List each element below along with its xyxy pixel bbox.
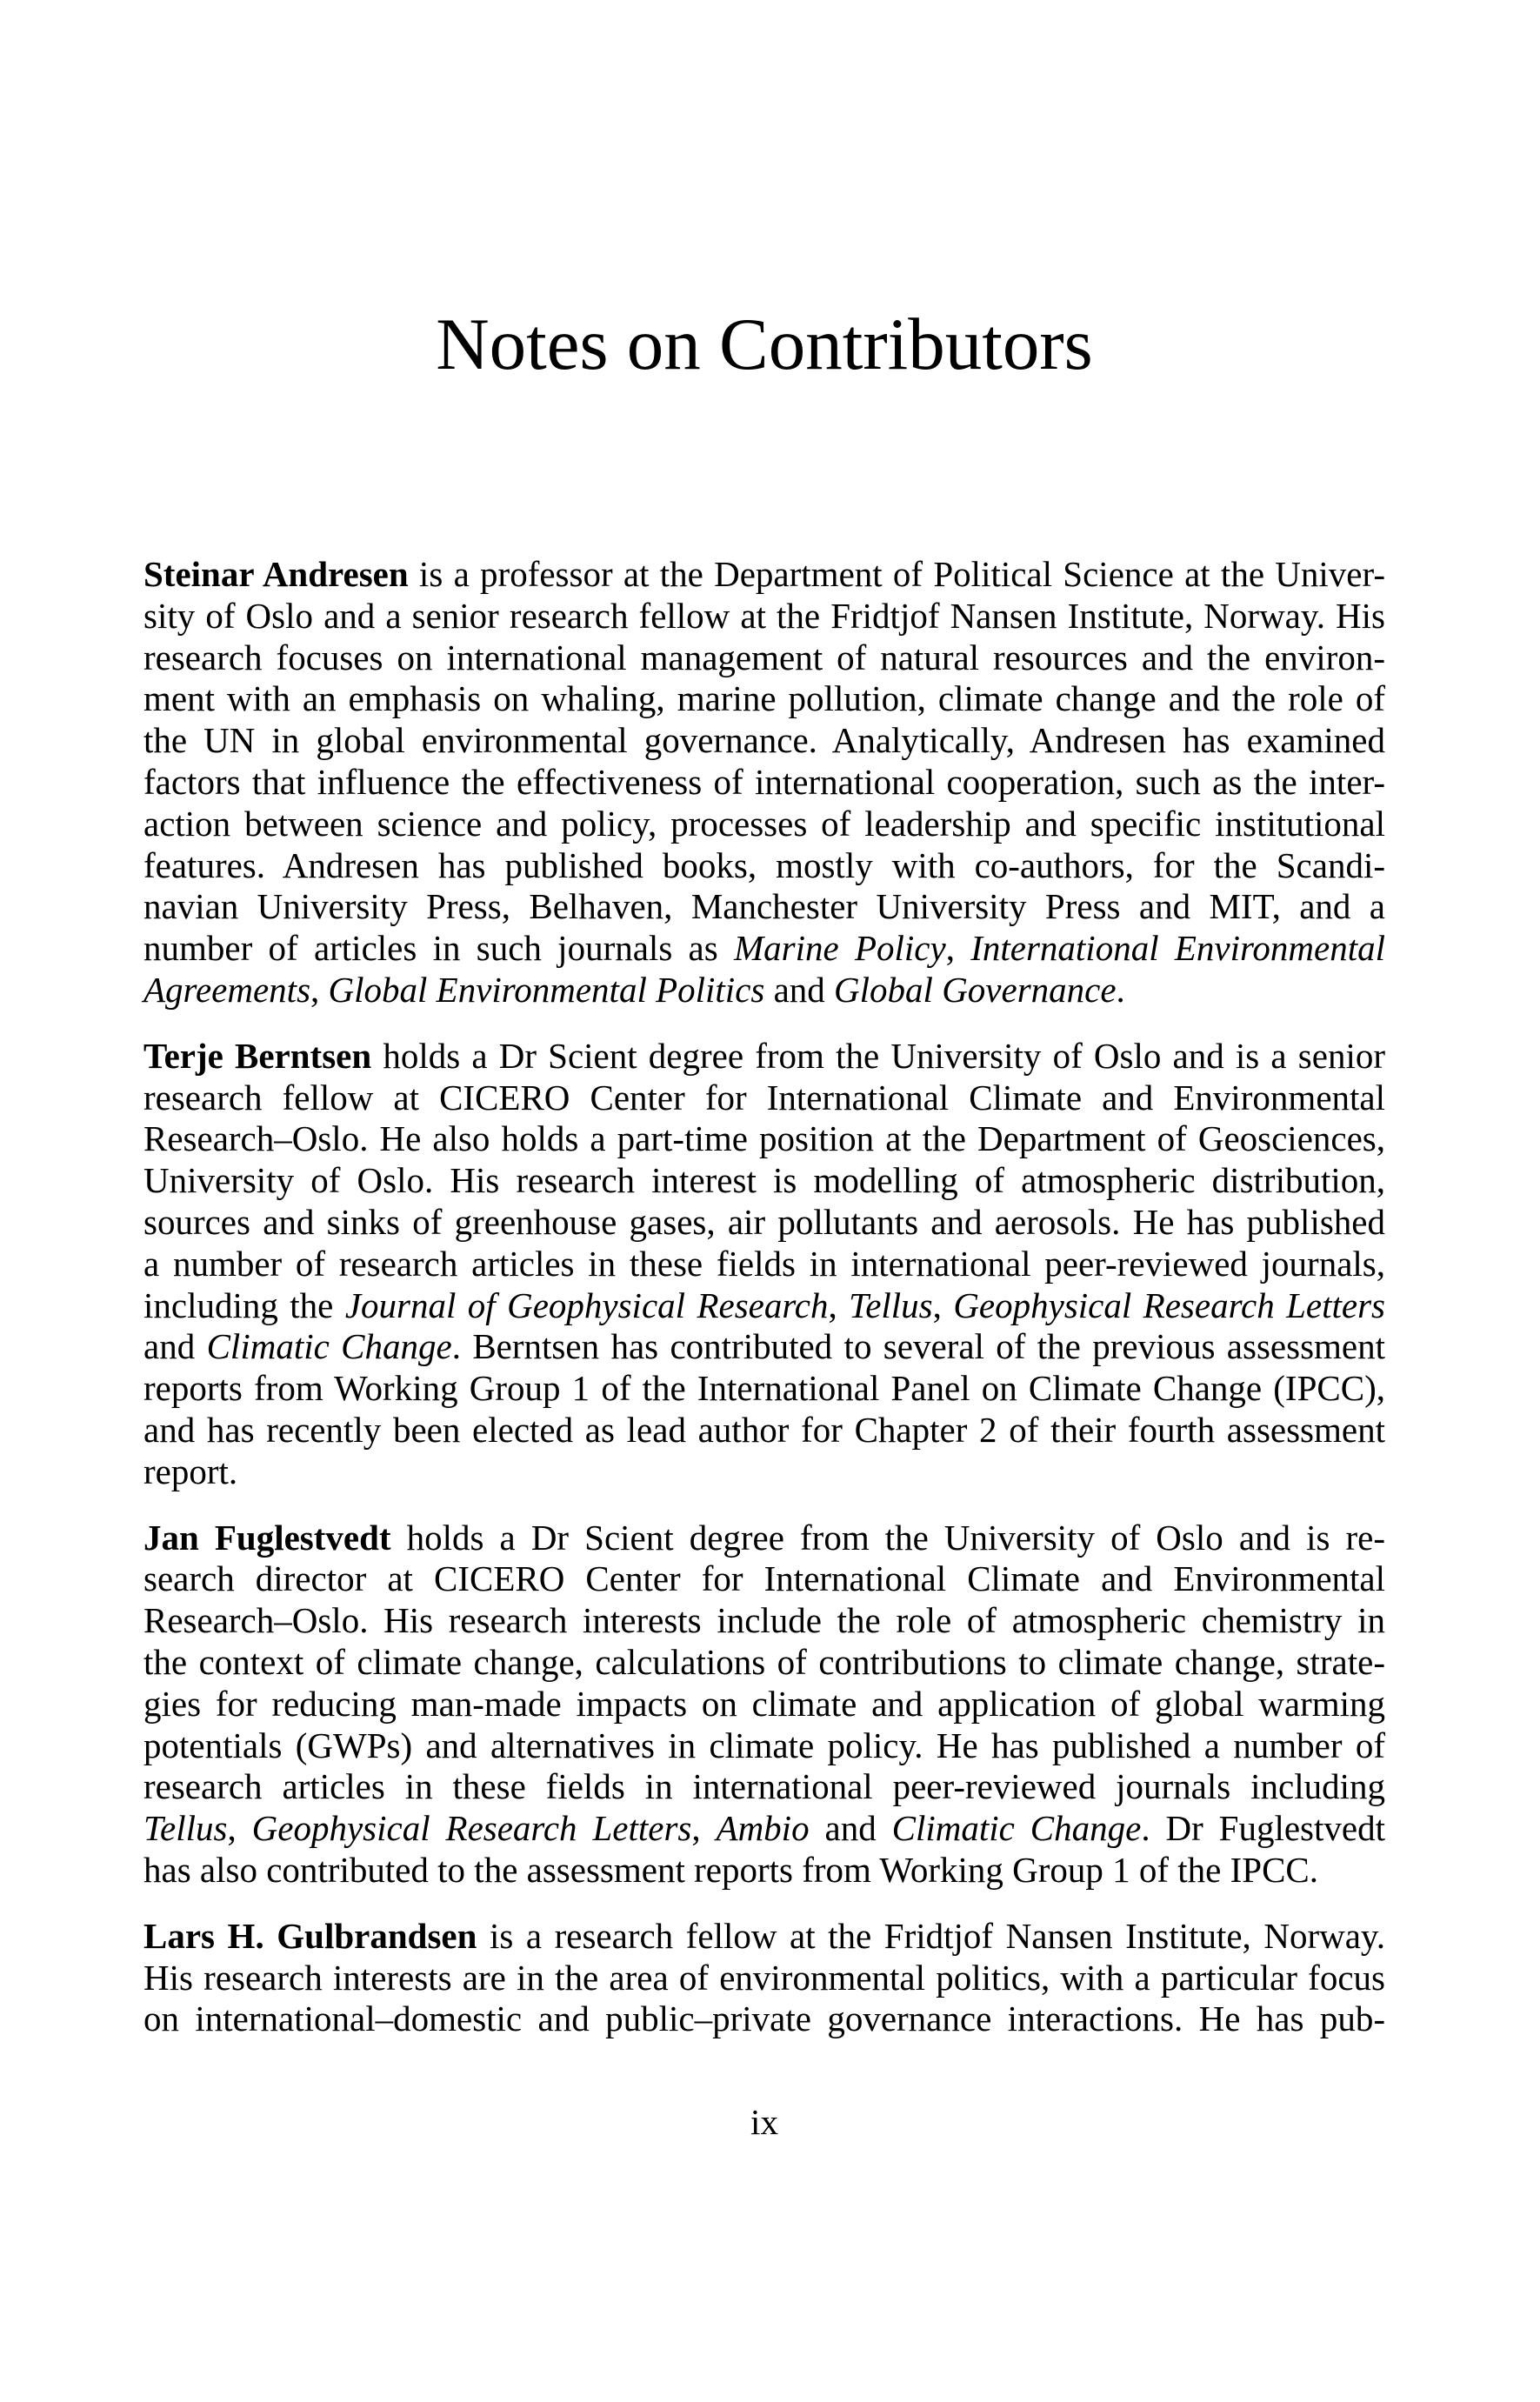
- text-segment: research focuses on international management of natural resources and the environ-: [143, 637, 1385, 677]
- text-segment: report.: [143, 1451, 238, 1491]
- text-line: [143, 1725, 1385, 1767]
- text-line: [143, 1998, 1385, 2040]
- text-line: [143, 845, 1385, 887]
- text-segment: and has recently been elected as lead author for Chapter 2 of their fourth assessment: [143, 1409, 1385, 1450]
- text-segment: is a research fellow at the Fridtjof Nansen Institute, Norway.: [477, 1915, 1385, 1956]
- text-segment: factors that influence the effectiveness of international cooperation, such as the inter-: [143, 761, 1385, 802]
- text-line: [143, 1410, 1385, 1451]
- text-segment: and: [764, 969, 835, 1010]
- text-line: [143, 1326, 1385, 1368]
- text-line: [143, 804, 1385, 845]
- contributors-list: [143, 554, 1385, 2065]
- text-segment: has also contributed to the assessment reports from Working Group 1 of the IPCC.: [143, 1849, 1319, 1890]
- text-line: [143, 1642, 1385, 1684]
- text-segment: ,: [932, 1284, 954, 1325]
- contributor-name: Lars H. Gulbrandsen: [143, 1915, 477, 1956]
- text-line: [143, 1684, 1385, 1725]
- contributor-entry-fuglestvedt: [143, 1518, 1385, 1892]
- journal-title: Climatic Change: [206, 1326, 452, 1367]
- text-segment: navian University Press, Belhaven, Manchester University Press and MIT, and a: [143, 886, 1385, 927]
- journal-title: Global Governance: [834, 969, 1117, 1010]
- text-segment: ment with an emphasis on whaling, marine pollution, climate change and the role of: [143, 678, 1385, 719]
- journal-title: Geophysical Research Letters: [953, 1284, 1386, 1325]
- contributor-name: Jan Fuglestvedt: [143, 1517, 391, 1558]
- text-segment: . Dr Fuglestvedt: [1141, 1808, 1385, 1849]
- text-line: [143, 1036, 1385, 1078]
- text-segment: ,: [828, 1284, 850, 1325]
- text-segment: features. Andresen has published books, mostly with co-authors, for the Scandi-: [143, 844, 1385, 885]
- journal-title: Marine Policy: [733, 928, 946, 969]
- text-line: [143, 1808, 1385, 1850]
- text-segment: ,: [945, 928, 971, 969]
- page-number: ix: [750, 2102, 778, 2142]
- text-segment: and: [143, 1326, 207, 1367]
- text-segment: including the: [143, 1284, 345, 1325]
- text-line: [143, 886, 1385, 928]
- text-line: [143, 637, 1385, 679]
- text-line: [143, 1451, 1385, 1493]
- text-segment: research fellow at CICERO Center for International Climate and Environmental: [143, 1077, 1385, 1118]
- text-segment: number of articles in such journals as: [143, 928, 734, 969]
- contributor-name: Steinar Andresen: [143, 554, 409, 594]
- text-line: [143, 1368, 1385, 1410]
- text-segment: Research–Oslo. His research interests include the role of atmospheric chemistry in: [143, 1600, 1385, 1641]
- text-line: [143, 1558, 1385, 1600]
- text-line: [143, 1850, 1385, 1892]
- text-segment: on international–domestic and public–private governance interactions. He has pub-: [143, 1998, 1385, 2039]
- text-segment: the UN in global environmental governance. Analytically, Andresen has examined: [143, 720, 1385, 761]
- text-line: [143, 762, 1385, 804]
- journal-title: Global Environmental Politics: [328, 969, 765, 1010]
- text-segment: . Berntsen has contributed to several of the previous assessment: [451, 1326, 1386, 1367]
- text-line: [143, 928, 1385, 970]
- contributor-name: Terje Berntsen: [143, 1035, 372, 1076]
- journal-title: Tellus: [143, 1808, 228, 1849]
- text-line: [143, 1078, 1385, 1119]
- text-segment: and: [809, 1808, 892, 1849]
- text-segment: research articles in these fields in international peer-reviewed journals including: [143, 1766, 1385, 1807]
- text-line: [143, 1766, 1385, 1808]
- contributor-entry-gulbrandsen: [143, 1916, 1385, 2040]
- text-line: [143, 1160, 1385, 1202]
- text-segment: a number of research articles in these fields in international peer-reviewed journals,: [143, 1243, 1385, 1284]
- journal-title: Climatic Change: [891, 1808, 1142, 1849]
- text-segment: search director at CICERO Center for International Climate and Environmental: [143, 1558, 1385, 1599]
- text-segment: .: [1116, 969, 1125, 1010]
- journal-title: Agreements: [143, 969, 311, 1010]
- text-line: [143, 1118, 1385, 1160]
- journal-title: International Environmental: [970, 928, 1386, 969]
- text-line: [143, 554, 1385, 596]
- text-segment: sources and sinks of greenhouse gases, air pollutants and aerosols. He has published: [143, 1201, 1385, 1242]
- text-line: [143, 678, 1385, 720]
- text-line: [143, 970, 1385, 1011]
- text-line: [143, 720, 1385, 762]
- text-line: [143, 1202, 1385, 1244]
- text-segment: ,: [691, 1808, 717, 1849]
- text-segment: Research–Oslo. He also holds a part-time position at the Department of Geosciences,: [143, 1118, 1385, 1159]
- text-segment: ,: [310, 969, 329, 1010]
- text-segment: ,: [227, 1808, 252, 1849]
- journal-title: Journal of Geophysical Research: [344, 1284, 829, 1325]
- text-segment: holds a Dr Scient degree from the University of Oslo and is a senior: [371, 1035, 1385, 1076]
- text-line: [143, 1600, 1385, 1642]
- text-segment: potentials (GWPs) and alternatives in climate policy. He has published a number of: [143, 1725, 1385, 1765]
- journal-title: Geophysical Research Letters: [251, 1808, 692, 1849]
- text-segment: is a professor at the Department of Political Science at the Univer-: [408, 554, 1385, 594]
- text-line: [143, 596, 1385, 637]
- text-segment: His research interests are in the area of environmental politics, with a particular focus: [143, 1957, 1385, 1998]
- text-line: [143, 1958, 1385, 1999]
- text-segment: University of Oslo. His research interest is modelling of atmospheric distribution,: [143, 1160, 1385, 1201]
- journal-title: Ambio: [716, 1808, 810, 1849]
- text-segment: the context of climate change, calculations of contributions to climate change, strate-: [143, 1641, 1385, 1682]
- text-segment: reports from Working Group 1 of the International Panel on Climate Change (IPCC),: [143, 1368, 1385, 1409]
- text-line: [143, 1244, 1385, 1285]
- text-segment: action between science and policy, processes of leadership and specific institutional: [143, 803, 1385, 844]
- text-segment: sity of Oslo and a senior research fellow at the Fridtjof Nansen Institute, Norway. His: [143, 595, 1385, 636]
- text-line: [143, 1916, 1385, 1958]
- page-title: Notes on Contributors: [436, 304, 1093, 385]
- journal-title: Tellus: [849, 1284, 933, 1325]
- contributor-entry-berntsen: [143, 1036, 1385, 1493]
- text-line: [143, 1285, 1385, 1327]
- contributor-entry-andresen: [143, 554, 1385, 1011]
- text-line: [143, 1518, 1385, 1559]
- text-segment: gies for reducing man-made impacts on climate and application of global warming: [143, 1683, 1385, 1724]
- text-segment: holds a Dr Scient degree from the University of Oslo and is re-: [390, 1517, 1386, 1558]
